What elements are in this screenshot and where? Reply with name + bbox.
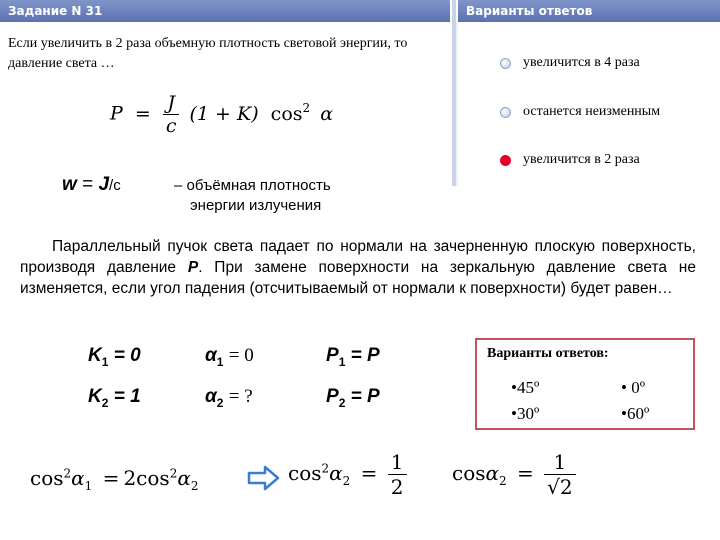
radio-icon[interactable]: [500, 58, 511, 69]
symbol-w: w: [62, 174, 77, 195]
definition-line-1: – объёмная плотность: [174, 177, 331, 194]
eq2-eq: =: [360, 461, 378, 485]
a2-sub: 2: [216, 395, 224, 410]
formula-alpha: α: [320, 102, 334, 125]
implies-arrow-icon: [247, 464, 281, 492]
a2-val: = ?: [228, 386, 253, 407]
p2-symbol: P: [326, 386, 339, 407]
radio-selected-icon[interactable]: [500, 155, 511, 166]
symbol-c: c: [113, 177, 121, 194]
eq2-num: 1: [388, 450, 407, 475]
k2-symbol: K: [88, 386, 102, 407]
eq3-cos: cos: [452, 461, 486, 485]
formula-num: J: [163, 92, 180, 115]
a1-symbol: α: [205, 345, 217, 366]
equation-cos-relation: [30, 466, 198, 493]
equation-cos-squared: [288, 450, 407, 499]
answer-option-3[interactable]: [500, 152, 640, 168]
eq1-cos2: cos: [136, 466, 170, 490]
formula-p: P: [110, 102, 123, 125]
symbol-j: J: [98, 174, 110, 195]
variant-45: •45º: [511, 378, 540, 397]
pressure-formula: [110, 92, 333, 137]
eq2-sub: 2: [342, 474, 351, 488]
answer-option-1[interactable]: [500, 55, 640, 71]
eq1-pow2: 2: [169, 466, 178, 481]
p2-value: [326, 386, 380, 410]
variant-0: • 0º: [621, 378, 645, 397]
answer-label: останется неизменным: [523, 104, 661, 119]
k1-symbol: K: [88, 345, 102, 366]
answers-header: Варианты ответов: [458, 0, 720, 22]
k1-value: [88, 345, 141, 369]
eq1-pow: 2: [63, 466, 72, 481]
formula-eq: =: [134, 102, 151, 125]
eq1-cos: cos: [30, 466, 64, 490]
formula-power: 2: [302, 101, 311, 116]
eq3-den: √2: [547, 475, 573, 499]
k2-sub: 2: [101, 395, 109, 410]
p1-symbol: P: [326, 345, 339, 366]
p1-sub: 1: [338, 354, 346, 369]
answer-label: увеличится в 4 раза: [523, 55, 640, 70]
def-slash: /: [109, 177, 114, 194]
eq3-alpha: α: [485, 461, 500, 485]
k1-val: = 0: [113, 345, 141, 366]
answer-label: увеличится в 2 раза: [523, 152, 640, 167]
eq1-sub2: 2: [190, 479, 199, 493]
eq1-eq: =: [102, 466, 120, 490]
eq1-coef: 2: [123, 466, 137, 490]
eq2-fraction: [388, 450, 407, 499]
variant-30: •30º: [511, 404, 540, 423]
a1-sub: 1: [216, 354, 224, 369]
p2-val: = P: [350, 386, 380, 407]
inline-p-symbol: P: [187, 259, 199, 276]
formula-paren: (1 + K): [189, 102, 259, 125]
eq3-sub: 2: [499, 474, 507, 488]
eq2-alpha: α: [329, 461, 343, 485]
formula-cos: cos: [270, 102, 303, 125]
a1-val: = 0: [228, 345, 254, 366]
def-eq: =: [82, 174, 94, 195]
energy-density-formula: [62, 174, 121, 196]
p1-val: = P: [350, 345, 380, 366]
panel-divider-light: [456, 22, 458, 186]
a2-symbol: α: [205, 386, 217, 407]
problem-paragraph: Параллельный пучок света падает по нормали на зачерненную плоскую поверхность, производя давление P. При замене поверхности на зеркальную давление света не изменяется, если угол падения (отсчитываемый от нормали к поверхности) будет равен…: [20, 238, 696, 297]
answer-variants-box: [475, 338, 695, 430]
k2-val: = 1: [113, 386, 141, 407]
answer-variants-title: Варианты ответов:: [487, 346, 609, 361]
p2-sub: 2: [338, 395, 346, 410]
eq3-fraction: [544, 450, 575, 499]
eq2-den: 2: [390, 475, 404, 499]
eq1-sub: 1: [84, 479, 93, 493]
answer-option-2[interactable]: [500, 104, 660, 120]
a1-value: [205, 345, 254, 369]
variant-60: •60º: [621, 404, 650, 423]
eq1-alpha2: α: [177, 466, 191, 490]
eq2-pow: 2: [321, 461, 330, 476]
question-text: Если увеличить в 2 раза объемную плотность световой энергии, то давление света …: [8, 36, 408, 71]
radio-icon[interactable]: [500, 107, 511, 118]
formula-den: c: [165, 115, 177, 137]
definition-line-2: энергии излучения: [190, 197, 322, 214]
eq3-eq: =: [517, 461, 534, 485]
eq1-alpha: α: [71, 466, 85, 490]
k1-sub: 1: [101, 354, 109, 369]
eq2-cos: cos: [288, 461, 322, 485]
task-header: Задание N 31: [0, 0, 450, 22]
p1-value: [326, 345, 380, 369]
eq3-num: 1: [544, 450, 575, 475]
a2-value: [205, 386, 253, 410]
k2-value: [88, 386, 141, 410]
formula-fraction: [163, 92, 180, 137]
equation-cos: [452, 450, 576, 499]
